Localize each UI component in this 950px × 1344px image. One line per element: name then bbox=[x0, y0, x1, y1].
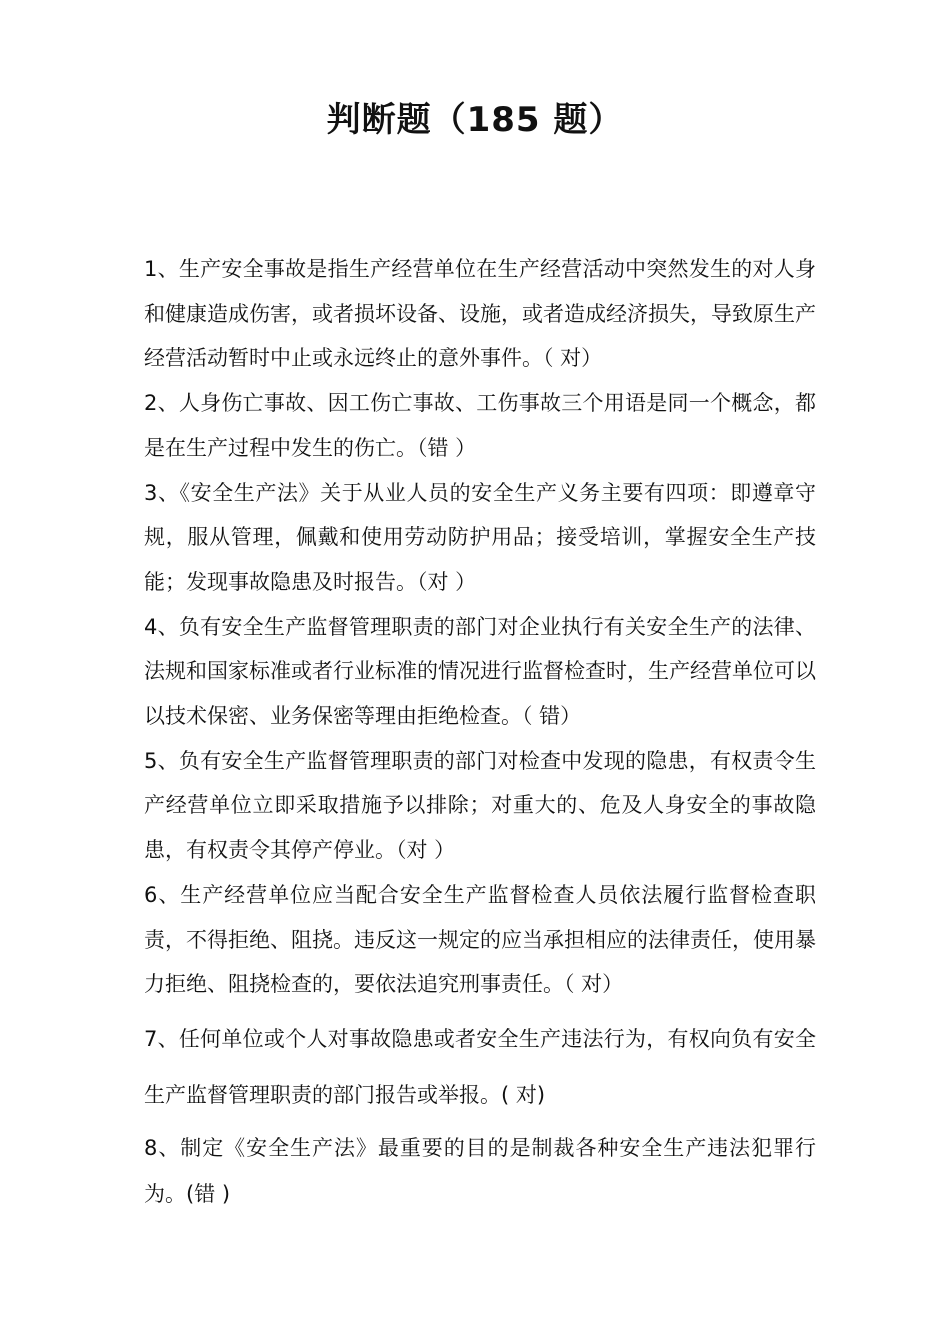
question-item-7: 7、任何单位或个人对事故隐患或者安全生产违法行为，有权向负有安全生产监督管理职责的部门报告或举报。( 对) bbox=[144, 1026, 816, 1107]
question-item-3: 3、《安全生产法》关于从业人员的安全生产义务主要有四项：即遵章守规，服从管理，佩戴和使用劳动防护用品；接受培训，掌握安全生产技能；发现事故隐患及时报告。（对 ） bbox=[144, 480, 816, 594]
question-item-8: 8、制定《安全生产法》最重要的目的是制裁各种安全生产违法犯罪行为。(错 ) bbox=[144, 1135, 816, 1206]
page-title: 判断题（185 题） bbox=[326, 100, 624, 140]
question-item-4: 4、负有安全生产监督管理职责的部门对企业执行有关安全生产的法律、法规和国家标准或者行业标准的情况进行监督检查时，生产经营单位可以以技术保密、业务保密等理由拒绝检查。（ 错） bbox=[144, 614, 816, 729]
question-item-6: 6、生产经营单位应当配合安全生产监督检查人员依法履行监督检查职责，不得拒绝、阻挠。违反这一规定的应当承担相应的法律责任，使用暴力拒绝、阻挠检查的，要依法追究刑事责任。（ 对） bbox=[144, 882, 816, 997]
question-list bbox=[144, 247, 816, 1217]
question-item-2: 2、人身伤亡事故、因工伤亡事故、工伤事故三个用语是同一个概念，都是在生产过程中发生的伤亡。（错 ） bbox=[144, 391, 816, 460]
question-item-5: 5、负有安全生产监督管理职责的部门对检查中发现的隐患，有权责令生产经营单位立即采取措施予以排除；对重大的、危及人身安全的事故隐患，有权责令其停产停业。（对 ） bbox=[144, 748, 816, 863]
question-item-1: 1、生产安全事故是指生产经营单位在生产经营活动中突然发生的对人身和健康造成伤害，或者损坏设备、设施，或者造成经济损失，导致原生产经营活动暂时中止或永远终止的意外事件。（ 对） bbox=[144, 257, 816, 371]
